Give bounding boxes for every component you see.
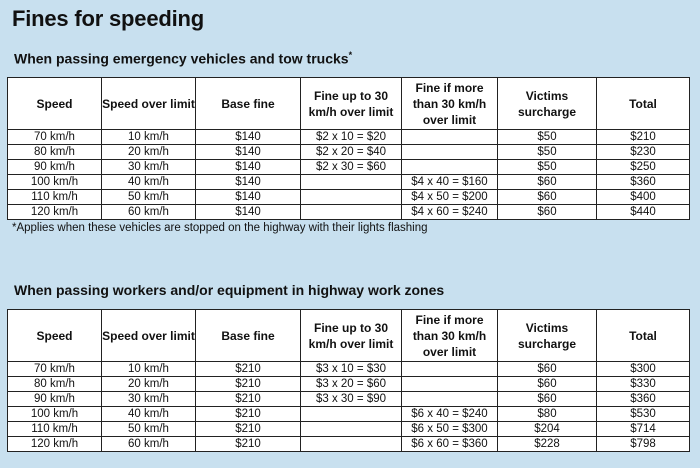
- cell-fine-up-to-30: $2 x 30 = $60: [301, 160, 402, 175]
- cell-fine-up-to-30: $3 x 20 = $60: [301, 377, 402, 392]
- cell-speed-over-limit: 50 km/h: [102, 422, 196, 437]
- cell-total: $360: [597, 175, 690, 190]
- table-row: [8, 377, 690, 392]
- column-header-total: Total: [597, 78, 690, 130]
- cell-speed: 100 km/h: [8, 175, 102, 190]
- section-heading-text: When passing emergency vehicles and tow trucks: [14, 50, 349, 67]
- cell-fine-over-30: [402, 160, 498, 175]
- cell-speed: 70 km/h: [8, 362, 102, 377]
- cell-fine-over-30: [402, 145, 498, 160]
- cell-total: $210: [597, 130, 690, 145]
- cell-speed-over-limit: 40 km/h: [102, 175, 196, 190]
- cell-fine-up-to-30: $2 x 20 = $40: [301, 145, 402, 160]
- column-header-speed: Speed: [8, 310, 102, 362]
- cell-fine-up-to-30: [301, 175, 402, 190]
- cell-victims-surcharge: $60: [498, 377, 597, 392]
- cell-speed: 110 km/h: [8, 190, 102, 205]
- cell-speed-over-limit: 10 km/h: [102, 362, 196, 377]
- cell-total: $798: [597, 437, 690, 452]
- column-header-victims-surcharge: Victims surcharge: [498, 78, 597, 130]
- cell-total: $440: [597, 205, 690, 220]
- table-header-row: [8, 78, 690, 130]
- cell-base-fine: $210: [196, 422, 301, 437]
- column-header-base-fine: Base fine: [196, 78, 301, 130]
- cell-victims-surcharge: $60: [498, 205, 597, 220]
- cell-total: $300: [597, 362, 690, 377]
- cell-fine-over-30: [402, 377, 498, 392]
- column-header-victims-surcharge: Victims surcharge: [498, 310, 597, 362]
- cell-base-fine: $140: [196, 190, 301, 205]
- cell-fine-over-30: $4 x 40 = $160: [402, 175, 498, 190]
- cell-speed: 80 km/h: [8, 145, 102, 160]
- cell-total: $360: [597, 392, 690, 407]
- cell-fine-up-to-30: [301, 190, 402, 205]
- cell-fine-over-30: [402, 130, 498, 145]
- cell-total: $530: [597, 407, 690, 422]
- cell-base-fine: $140: [196, 205, 301, 220]
- table-row: [8, 437, 690, 452]
- cell-speed: 80 km/h: [8, 377, 102, 392]
- cell-fine-up-to-30: [301, 407, 402, 422]
- cell-total: $714: [597, 422, 690, 437]
- cell-base-fine: $140: [196, 160, 301, 175]
- cell-victims-surcharge: $204: [498, 422, 597, 437]
- cell-total: $250: [597, 160, 690, 175]
- cell-base-fine: $210: [196, 437, 301, 452]
- cell-base-fine: $210: [196, 392, 301, 407]
- cell-speed: 110 km/h: [8, 422, 102, 437]
- table-row: [8, 190, 690, 205]
- column-header-fine-over-30: Fine if more than 30 km/h over limit: [402, 78, 498, 130]
- cell-speed: 100 km/h: [8, 407, 102, 422]
- column-header-speed-over-limit: Speed over limit: [102, 78, 196, 130]
- section-heading-work-zones: When passing workers and/or equipment in highway work zones: [14, 282, 445, 298]
- fines-table-work-zones: [7, 309, 690, 452]
- cell-fine-up-to-30: $2 x 10 = $20: [301, 130, 402, 145]
- table-row: [8, 160, 690, 175]
- cell-victims-surcharge: $228: [498, 437, 597, 452]
- cell-speed-over-limit: 30 km/h: [102, 160, 196, 175]
- cell-speed: 120 km/h: [8, 205, 102, 220]
- footnote-marker: *: [348, 50, 353, 60]
- fines-table-emergency-vehicles: [7, 77, 690, 220]
- cell-total: $400: [597, 190, 690, 205]
- cell-speed: 90 km/h: [8, 392, 102, 407]
- table-row: [8, 392, 690, 407]
- cell-speed-over-limit: 20 km/h: [102, 145, 196, 160]
- cell-base-fine: $140: [196, 175, 301, 190]
- cell-victims-surcharge: $50: [498, 130, 597, 145]
- section-heading-emergency-vehicles: [14, 50, 352, 67]
- cell-fine-over-30: $6 x 60 = $360: [402, 437, 498, 452]
- cell-victims-surcharge: $50: [498, 160, 597, 175]
- cell-fine-up-to-30: $3 x 30 = $90: [301, 392, 402, 407]
- cell-base-fine: $210: [196, 407, 301, 422]
- table-row: [8, 130, 690, 145]
- cell-fine-up-to-30: [301, 422, 402, 437]
- cell-speed: 90 km/h: [8, 160, 102, 175]
- cell-fine-over-30: $6 x 40 = $240: [402, 407, 498, 422]
- column-header-total: Total: [597, 310, 690, 362]
- cell-base-fine: $210: [196, 377, 301, 392]
- column-header-base-fine: Base fine: [196, 310, 301, 362]
- cell-speed-over-limit: 10 km/h: [102, 130, 196, 145]
- column-header-speed: Speed: [8, 78, 102, 130]
- cell-speed-over-limit: 20 km/h: [102, 377, 196, 392]
- cell-victims-surcharge: $60: [498, 175, 597, 190]
- cell-fine-over-30: [402, 362, 498, 377]
- column-header-fine-up-to-30: Fine up to 30 km/h over limit: [301, 310, 402, 362]
- cell-victims-surcharge: $60: [498, 190, 597, 205]
- cell-speed: 70 km/h: [8, 130, 102, 145]
- cell-fine-up-to-30: [301, 437, 402, 452]
- cell-fine-over-30: $4 x 60 = $240: [402, 205, 498, 220]
- cell-speed-over-limit: 50 km/h: [102, 190, 196, 205]
- footnote: *Applies when these vehicles are stopped on the highway with their lights flashing: [12, 222, 428, 234]
- cell-fine-over-30: [402, 392, 498, 407]
- cell-base-fine: $140: [196, 130, 301, 145]
- cell-speed-over-limit: 40 km/h: [102, 407, 196, 422]
- table-row: [8, 175, 690, 190]
- table-row: [8, 422, 690, 437]
- cell-speed-over-limit: 60 km/h: [102, 205, 196, 220]
- cell-fine-up-to-30: [301, 205, 402, 220]
- cell-fine-up-to-30: $3 x 10 = $30: [301, 362, 402, 377]
- table-header-row: [8, 310, 690, 362]
- cell-victims-surcharge: $50: [498, 145, 597, 160]
- column-header-fine-over-30: Fine if more than 30 km/h over limit: [402, 310, 498, 362]
- cell-victims-surcharge: $80: [498, 407, 597, 422]
- cell-speed: 120 km/h: [8, 437, 102, 452]
- table-row: [8, 145, 690, 160]
- cell-base-fine: $140: [196, 145, 301, 160]
- cell-base-fine: $210: [196, 362, 301, 377]
- table-row: [8, 407, 690, 422]
- cell-fine-over-30: $6 x 50 = $300: [402, 422, 498, 437]
- cell-victims-surcharge: $60: [498, 392, 597, 407]
- cell-speed-over-limit: 30 km/h: [102, 392, 196, 407]
- column-header-speed-over-limit: Speed over limit: [102, 310, 196, 362]
- table-row: [8, 362, 690, 377]
- column-header-fine-up-to-30: Fine up to 30 km/h over limit: [301, 78, 402, 130]
- cell-total: $330: [597, 377, 690, 392]
- cell-fine-over-30: $4 x 50 = $200: [402, 190, 498, 205]
- cell-victims-surcharge: $60: [498, 362, 597, 377]
- page-title: Fines for speeding: [12, 6, 204, 31]
- cell-total: $230: [597, 145, 690, 160]
- cell-speed-over-limit: 60 km/h: [102, 437, 196, 452]
- table-row: [8, 205, 690, 220]
